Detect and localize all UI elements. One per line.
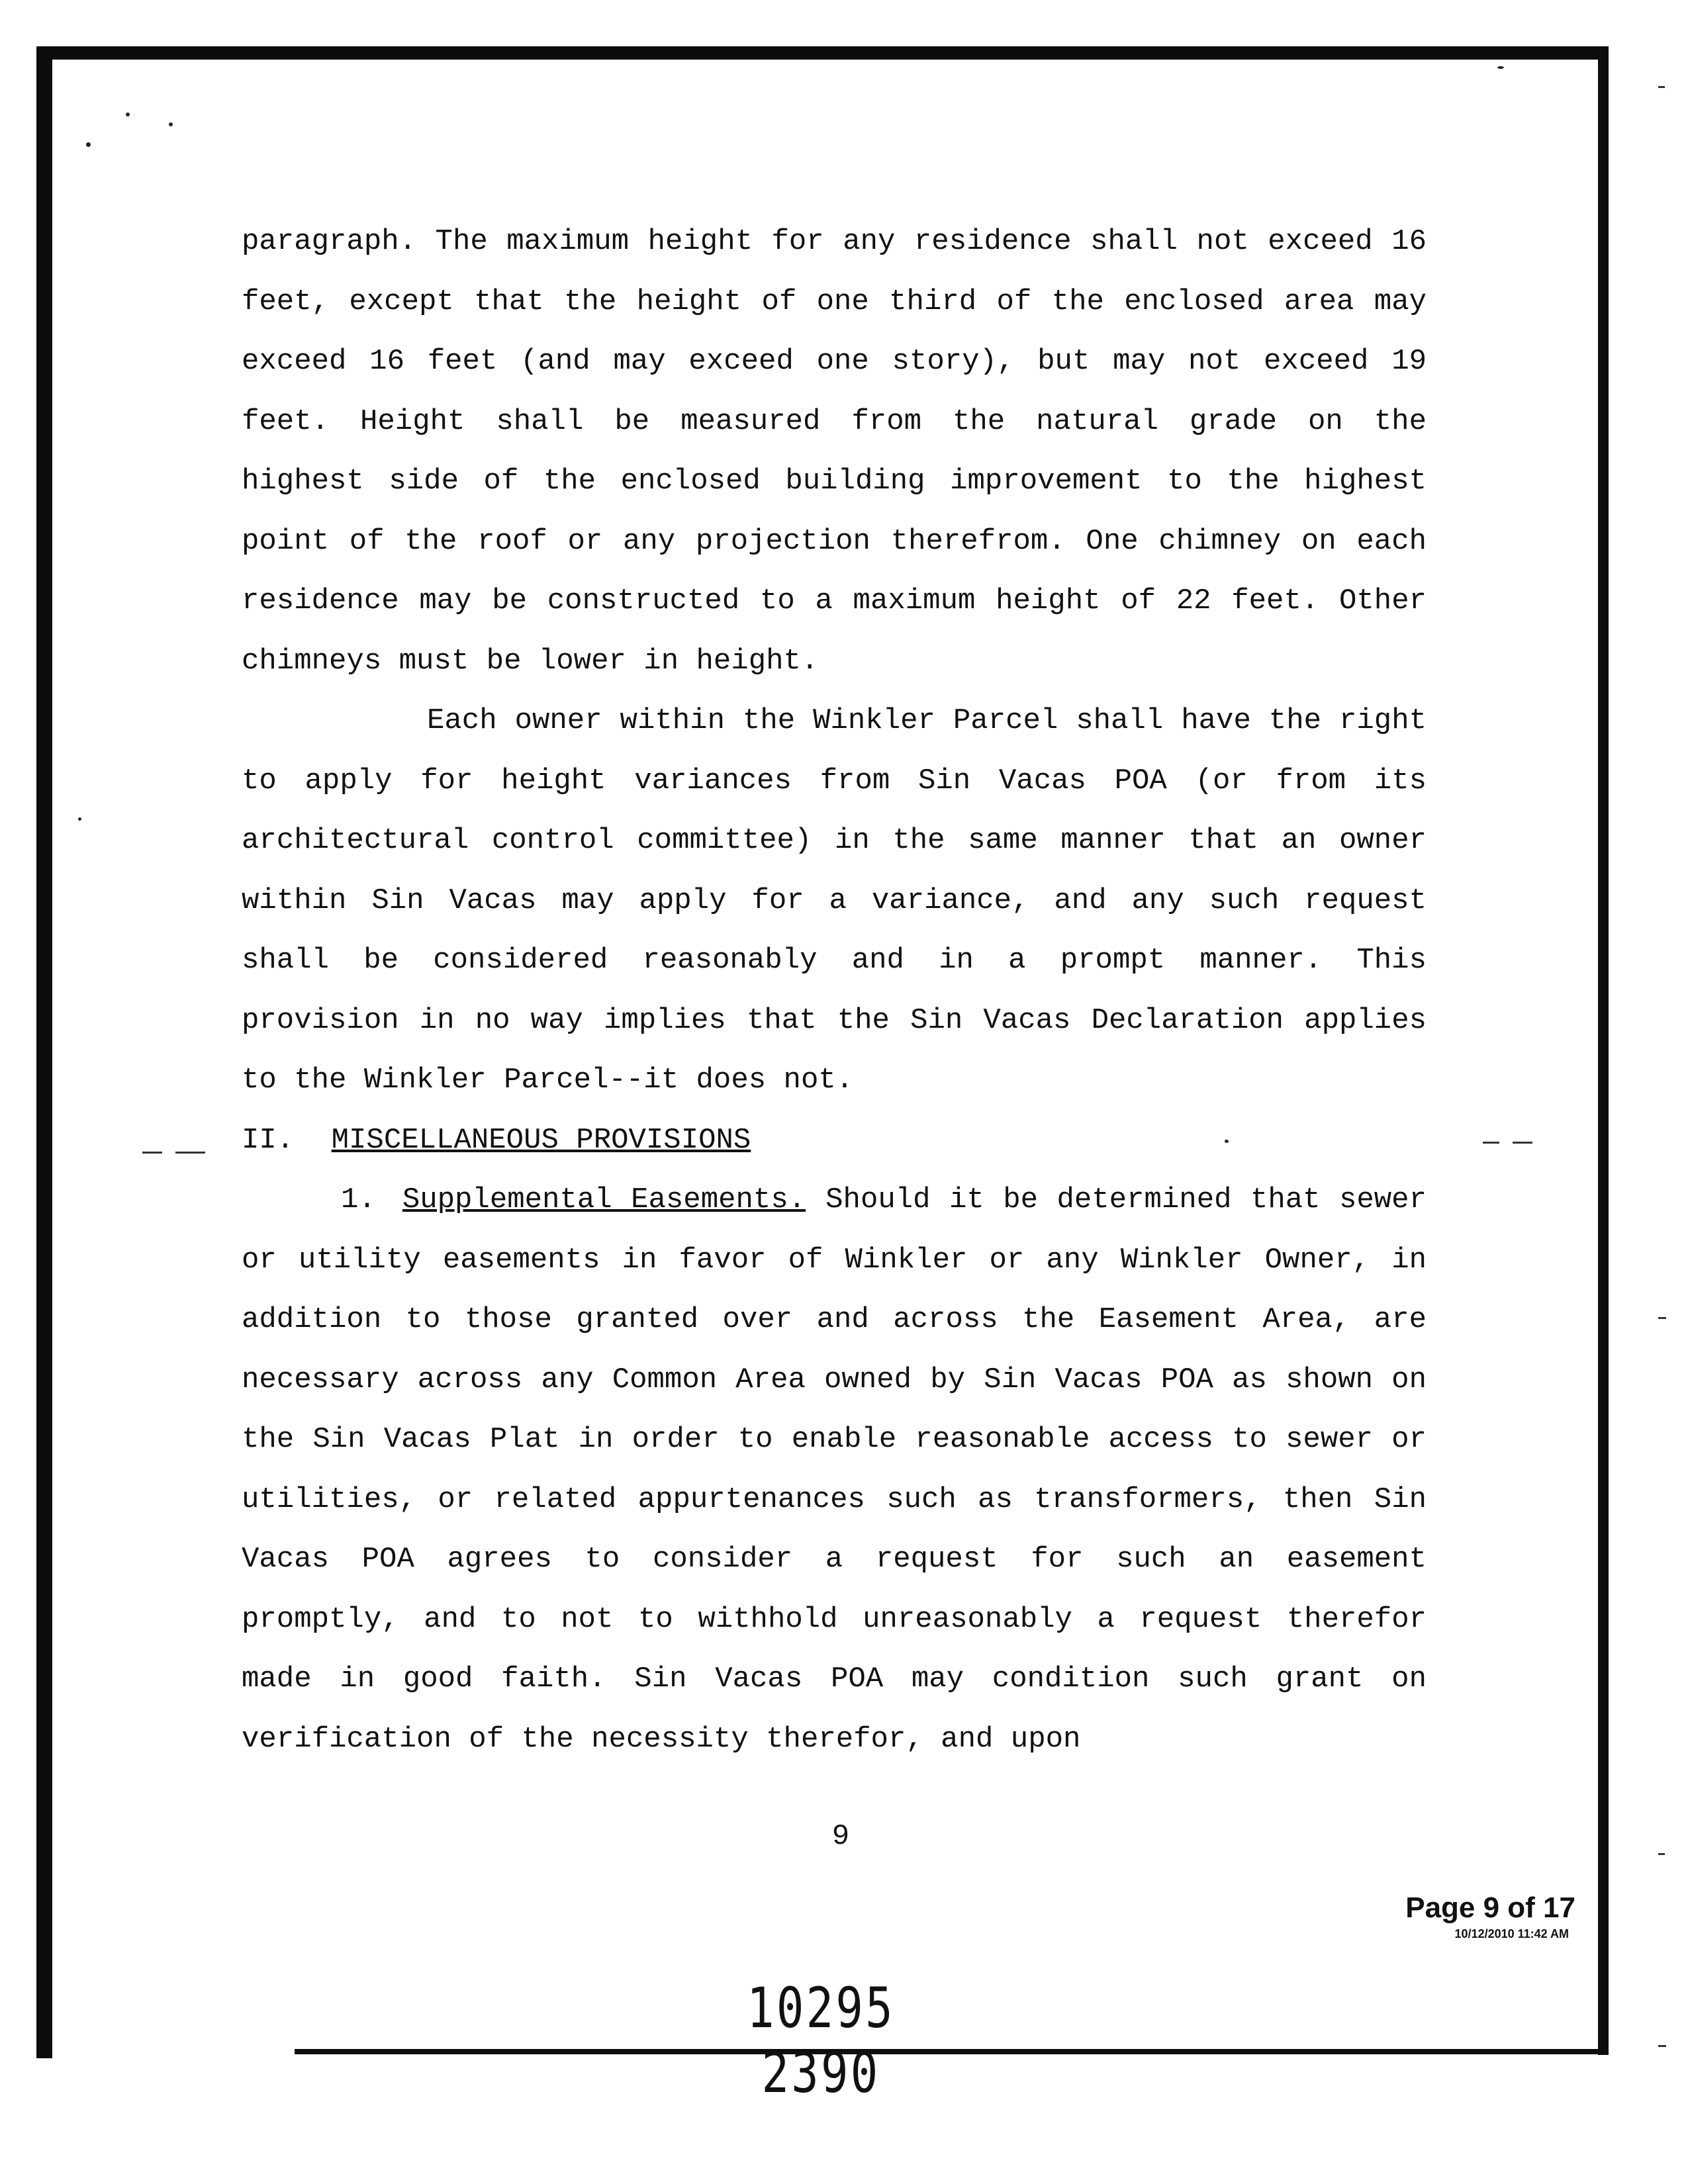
section-title: MISCELLANEOUS PROVISIONS [331, 1123, 751, 1157]
document-body [242, 212, 1427, 1769]
scan-speck [78, 817, 81, 821]
paragraph-supplemental-easements [242, 1170, 1427, 1769]
scan-speck [1497, 66, 1504, 69]
scan-speck [169, 122, 173, 126]
recording-number: 10295 2390 [747, 1976, 895, 2105]
item-title: Supplemental Easements. [402, 1183, 806, 1216]
scan-border-bottom [295, 2049, 1609, 2054]
print-timestamp: 10/12/2010 11:42 AM [1454, 1927, 1569, 1940]
scan-border-left [36, 46, 52, 2058]
paragraph-height-variances: Each owner within the Winkler Parcel shall have the right to apply for height variances from Sin Vacas POA (or from its architectural control committee) in the same manner that an owner within Sin Vacas may apply for a variance, and any such request shall be considered reasonably and in a prompt manner. This provision in no way implies that the Sin Vacas Declaration applies to the Winkler Parcel--it does not. [242, 704, 1427, 1097]
scan-mark [175, 1152, 205, 1154]
scan-border-right [1598, 52, 1609, 2055]
scan-mark [1513, 1142, 1532, 1144]
scan-speck [126, 113, 130, 116]
scan-speck [86, 142, 91, 147]
scan-mark [1658, 1853, 1665, 1855]
section-number: II. [242, 1123, 295, 1157]
scan-mark [1658, 86, 1665, 88]
section-heading [242, 1111, 1427, 1171]
scan-border-top [36, 46, 1609, 60]
page-number: 9 [831, 1820, 850, 1853]
item-number: 1. [341, 1183, 376, 1216]
scan-mark [1658, 2045, 1666, 2047]
item-text: Should it be determined that sewer or utility easements in favor of Winkler or any Winkler Owner, in addition to those granted over and across the Easement Area, are necessary across any Common Area owned by Sin Vacas POA as shown on the Sin Vacas Plat in order to enable reasonable access to sewer or utilities, or related appurtenances such as transformers, then Sin Vacas POA agrees to consider a request for such an easement promptly, and to not to withhold unreasonably a request therefor made in good faith. Sin Vacas POA may condition such grant on verification of the necessity therefor, and upon [242, 1183, 1427, 1756]
page-of-count: Page 9 of 17 [1405, 1891, 1575, 1924]
scan-mark [1658, 1317, 1666, 1319]
scan-mark [1483, 1142, 1499, 1144]
scan-mark [142, 1152, 162, 1154]
paragraph-height-limits: paragraph. The maximum height for any residence shall not exceed 16 feet, except that the height of one third of the enclosed area may exceed 16 feet (and may exceed one story), but may not exceed 19 feet. Height shall be measured from the natural grade on the highest side of the enclosed building improvement to the highest point of the roof or any projection therefrom. One chimney on each residence may be constructed to a maximum height of 22 feet. Other chimneys must be lower in height. [242, 225, 1427, 678]
